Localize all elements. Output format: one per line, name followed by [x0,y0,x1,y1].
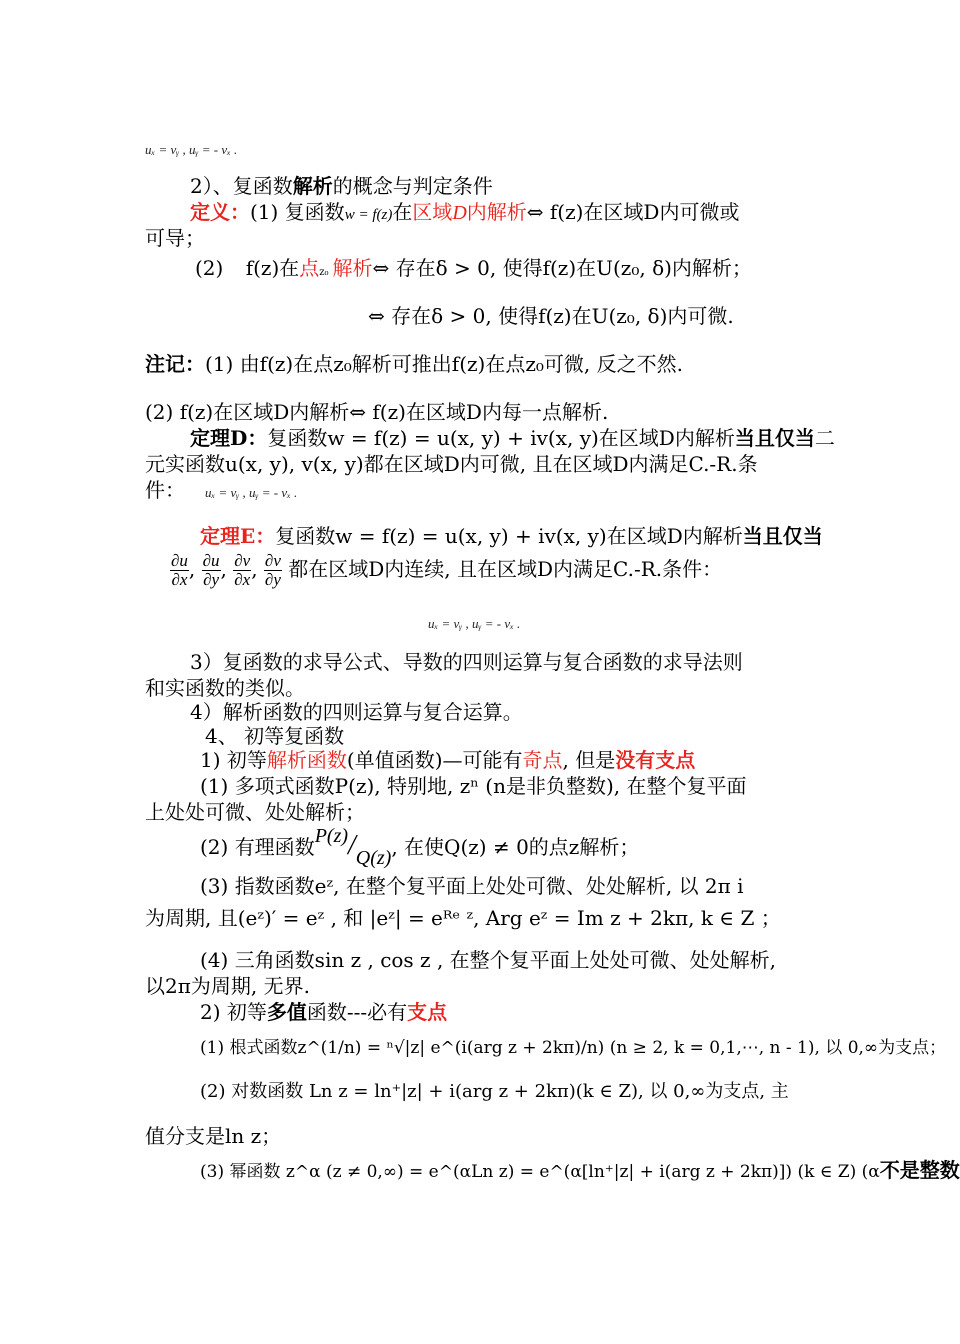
note-2: (2) f(z)在区域D内解析⇔ f(z)在区域D内每一点解析. [145,400,609,424]
multi-valued-heading: 2) 初等多值函数---必有支点 [200,1000,448,1024]
root-function-line: (1) 根式函数z^(1/n) = ⁿ√|z| e^(i(arg z + 2kπ)/n) (n ≥ 2, k = 0,1,⋯, n - 1), 以 0,∞为支点； [200,1038,947,1058]
note-1: 注记：(1) 由f(z)在点z₀解析可推出f(z)在点z₀可微, 反之不然. [145,352,683,376]
partial-vy: $\frac{\partial v}{\partial y}$ [264,551,281,589]
definition-cont: 可导； [145,226,205,250]
section-3-cont: 和实函数的类似。 [145,676,305,700]
definition-2: (2) f(z)在点z₀ 解析⇔ 存在δ > 0, 使得f(z)在U(z₀, δ)内解析； [195,256,752,280]
cr-equations-e: uₓ = vᵧ , uᵧ = - vₓ . [428,616,521,631]
theorem-d: 定理D：复函数w = f(z) = u(x, y) + iv(x, y)在区域D内解析当且仅当二 [190,426,835,450]
log-principal-branch: 值分支是ln z； [145,1124,282,1148]
theorem-e-partials: $\frac{\partial u}{\partial x}$ , $\frac{\partial u}{\partial y}$ , $\frac{\partial v}{\partial x}$ , $\frac{\partial v}{\partial y}$ 都在区域D内连续, 且在区域D内满足C.-R.条件： [171,551,723,589]
theorem-e: 定理E：复函数w = f(z) = u(x, y) + iv(x, y)在区域D内解析当且仅当 [200,524,823,548]
log-function-line: (2) 对数函数 Ln z = ln⁺|z| + i(arg z + 2kπ)(k ∈ Z), 以 0,∞为支点, 主 [200,1081,789,1102]
exponential-line: (3) 指数函数eᶻ, 在整个复平面上处处可微、处处解析, 以 2π i [200,874,744,898]
section-2-heading: 2）、复函数解析的概念与判定条件 [190,174,493,198]
definition-2-equivalent: ⇔ 存在δ > 0, 使得f(z)在U(z₀, δ)内可微. [368,304,734,328]
partial-vx: $\frac{\partial v}{\partial x}$ [234,551,251,589]
section-4: 4）解析函数的四则运算与复合运算。 [190,700,523,724]
partial-ux: $\frac{\partial u}{\partial x}$ [171,551,188,589]
section-3: 3）复函数的求导公式、导数的四则运算与复合函数的求导法则 [190,650,743,674]
rational-line: (2) 有理函数P(z)/Q(z), 在使Q(z) ≠ 0的点z解析； [200,825,640,869]
trig-line: (4) 三角函数sin z , cos z , 在整个复平面上处处可微、处处解析, [200,948,777,972]
polynomial-line: (1) 多项式函数P(z), 特别地, zⁿ (n是非负整数), 在整个复平面 [200,774,747,798]
theorem-d-cr: 件： uₓ = vᵧ , uᵧ = - vₓ . [145,478,298,502]
trig-cont: 以2π为周期, 无界. [145,974,310,998]
single-valued-heading: 1) 初等解析函数(单值函数)—可能有奇点, 但是没有支点 [200,748,696,772]
polynomial-cont: 上处处可微、处处解析； [145,800,365,824]
power-function-line: (3) 幂函数 z^α (z ≠ 0,∞) = e^(αLn z) = e^(α[ln⁺|z| + i(arg z + 2kπ)]) (k ∈ Z) (α不是整数 [200,1158,960,1182]
theorem-d-cont: 元实函数u(x, y), v(x, y)都在区域D内可微, 且在区域D内满足C.-R.条 [145,452,758,476]
definition-line: 定义：(1) 复函数w = f(z)在区域D内解析⇔ f(z)在区域D内可微或 [190,200,740,224]
cr-equations-top: uₓ = vᵧ , uᵧ = - vₓ . [145,142,238,157]
elementary-heading: 4、 初等复函数 [205,724,345,748]
exponential-cont: 为周期, 且(eᶻ)′ = eᶻ , 和 |eᶻ| = eᴿᵉ ᶻ, Arg eᶻ = Im z + 2kπ, k ∈ Z ； [145,906,781,930]
partial-uy: $\frac{\partial u}{\partial y}$ [202,551,220,589]
